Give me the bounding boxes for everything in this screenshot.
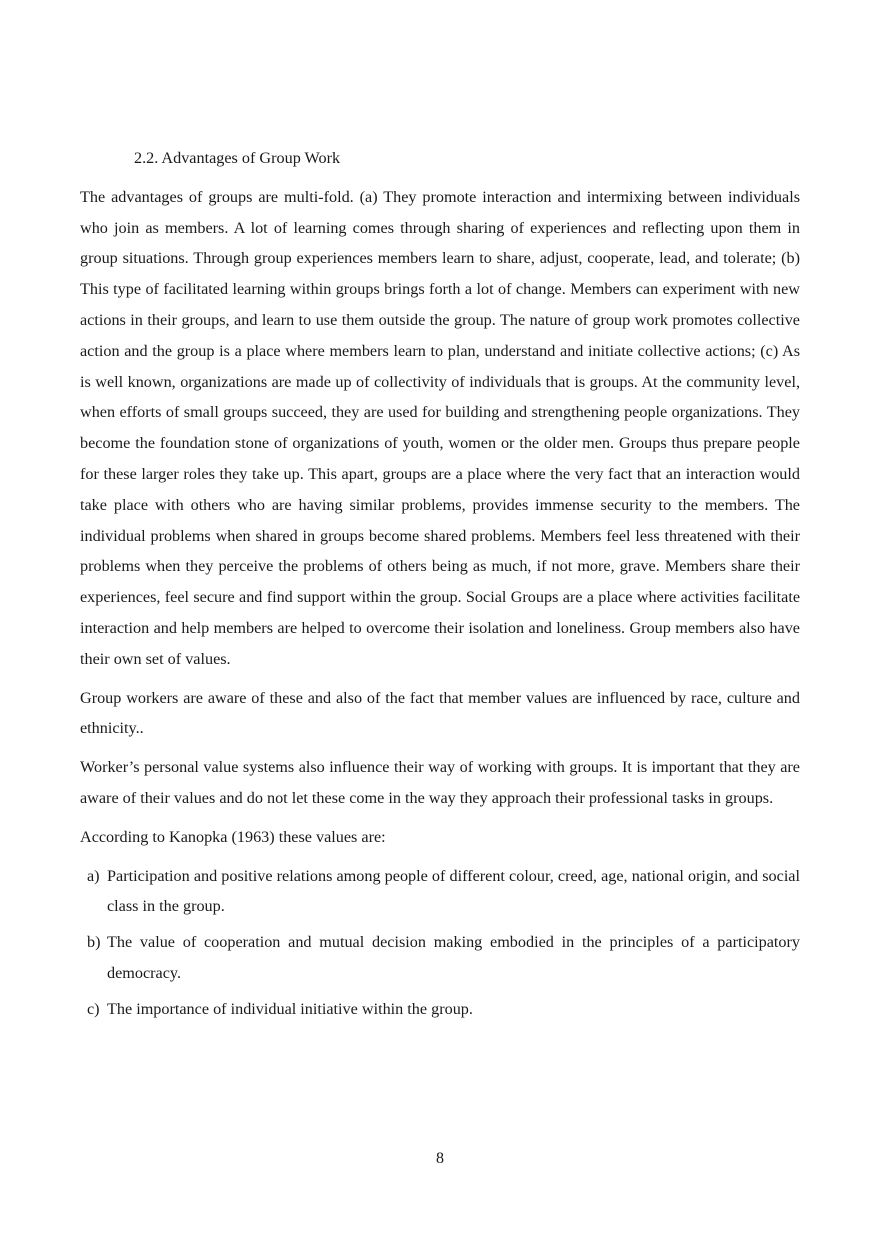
section-heading: 2.2. Advantages of Group Work — [134, 149, 341, 167]
list-item-text: The value of cooperation and mutual decision making embodied in the principles of a participatory democracy. — [107, 933, 800, 982]
page-number: 8 — [436, 1150, 444, 1167]
values-list — [80, 861, 800, 1025]
paragraph-advantages: The advantages of groups are multi-fold. (a) They promote interaction and intermixing between individuals who join as members. A lot of learning comes through sharing of experiences and reflecting upon them in group situations. Through group experiences members learn to share, adjust, cooperate, lead, and tolerate; (b) This type of facilitated learning within groups brings forth a lot of change. Members can experiment with new actions in their groups, and learn to use them outside the group. The nature of group work promotes collective action and the group is a place where members learn to plan, understand and initiate collective actions; (c) As is well known, organizations are made up of collectivity of individuals that is groups. At the community level, when efforts of small groups succeed, they are used for building and strengthening people organizations. They become the foundation stone of organizations of youth, women or the older men. Groups thus prepare people for these larger roles they take up. This apart, groups are a place where the very fact that an interaction would take place with others who are having similar problems, provides immense security to the members. The individual problems when shared in groups become shared problems. Members feel less threatened with their problems when they perceive the problems of others being as much, if not more, grave. Members share their experiences, feel secure and find support within the group. Social Groups are a place where activities facilitate interaction and help members are helped to overcome their isolation and loneliness. Group members also have their own set of values. — [80, 187, 800, 668]
list-marker: b) — [87, 933, 101, 952]
list-marker: a) — [87, 866, 100, 885]
paragraph-group-workers: Group workers are aware of these and also of the fact that member values are influenced by race, culture and ethnicity.. — [80, 688, 800, 738]
page-content — [80, 143, 800, 1030]
list-item — [80, 861, 800, 923]
paragraph-kanopka-intro: According to Kanopka (1963) these values are: — [80, 827, 386, 846]
list-item — [80, 927, 800, 989]
paragraph-worker-values: Worker’s personal value systems also influence their way of working with groups. It is important that they are aware of their values and do not let these come in the way they approach their professional tasks in groups. — [80, 758, 800, 807]
list-marker: c) — [87, 999, 100, 1018]
list-item-text: Participation and positive relations among people of different colour, creed, age, national origin, and social class in the group. — [107, 866, 800, 916]
list-item — [80, 994, 800, 1025]
list-item-text: The importance of individual initiative within the group. — [107, 999, 473, 1018]
